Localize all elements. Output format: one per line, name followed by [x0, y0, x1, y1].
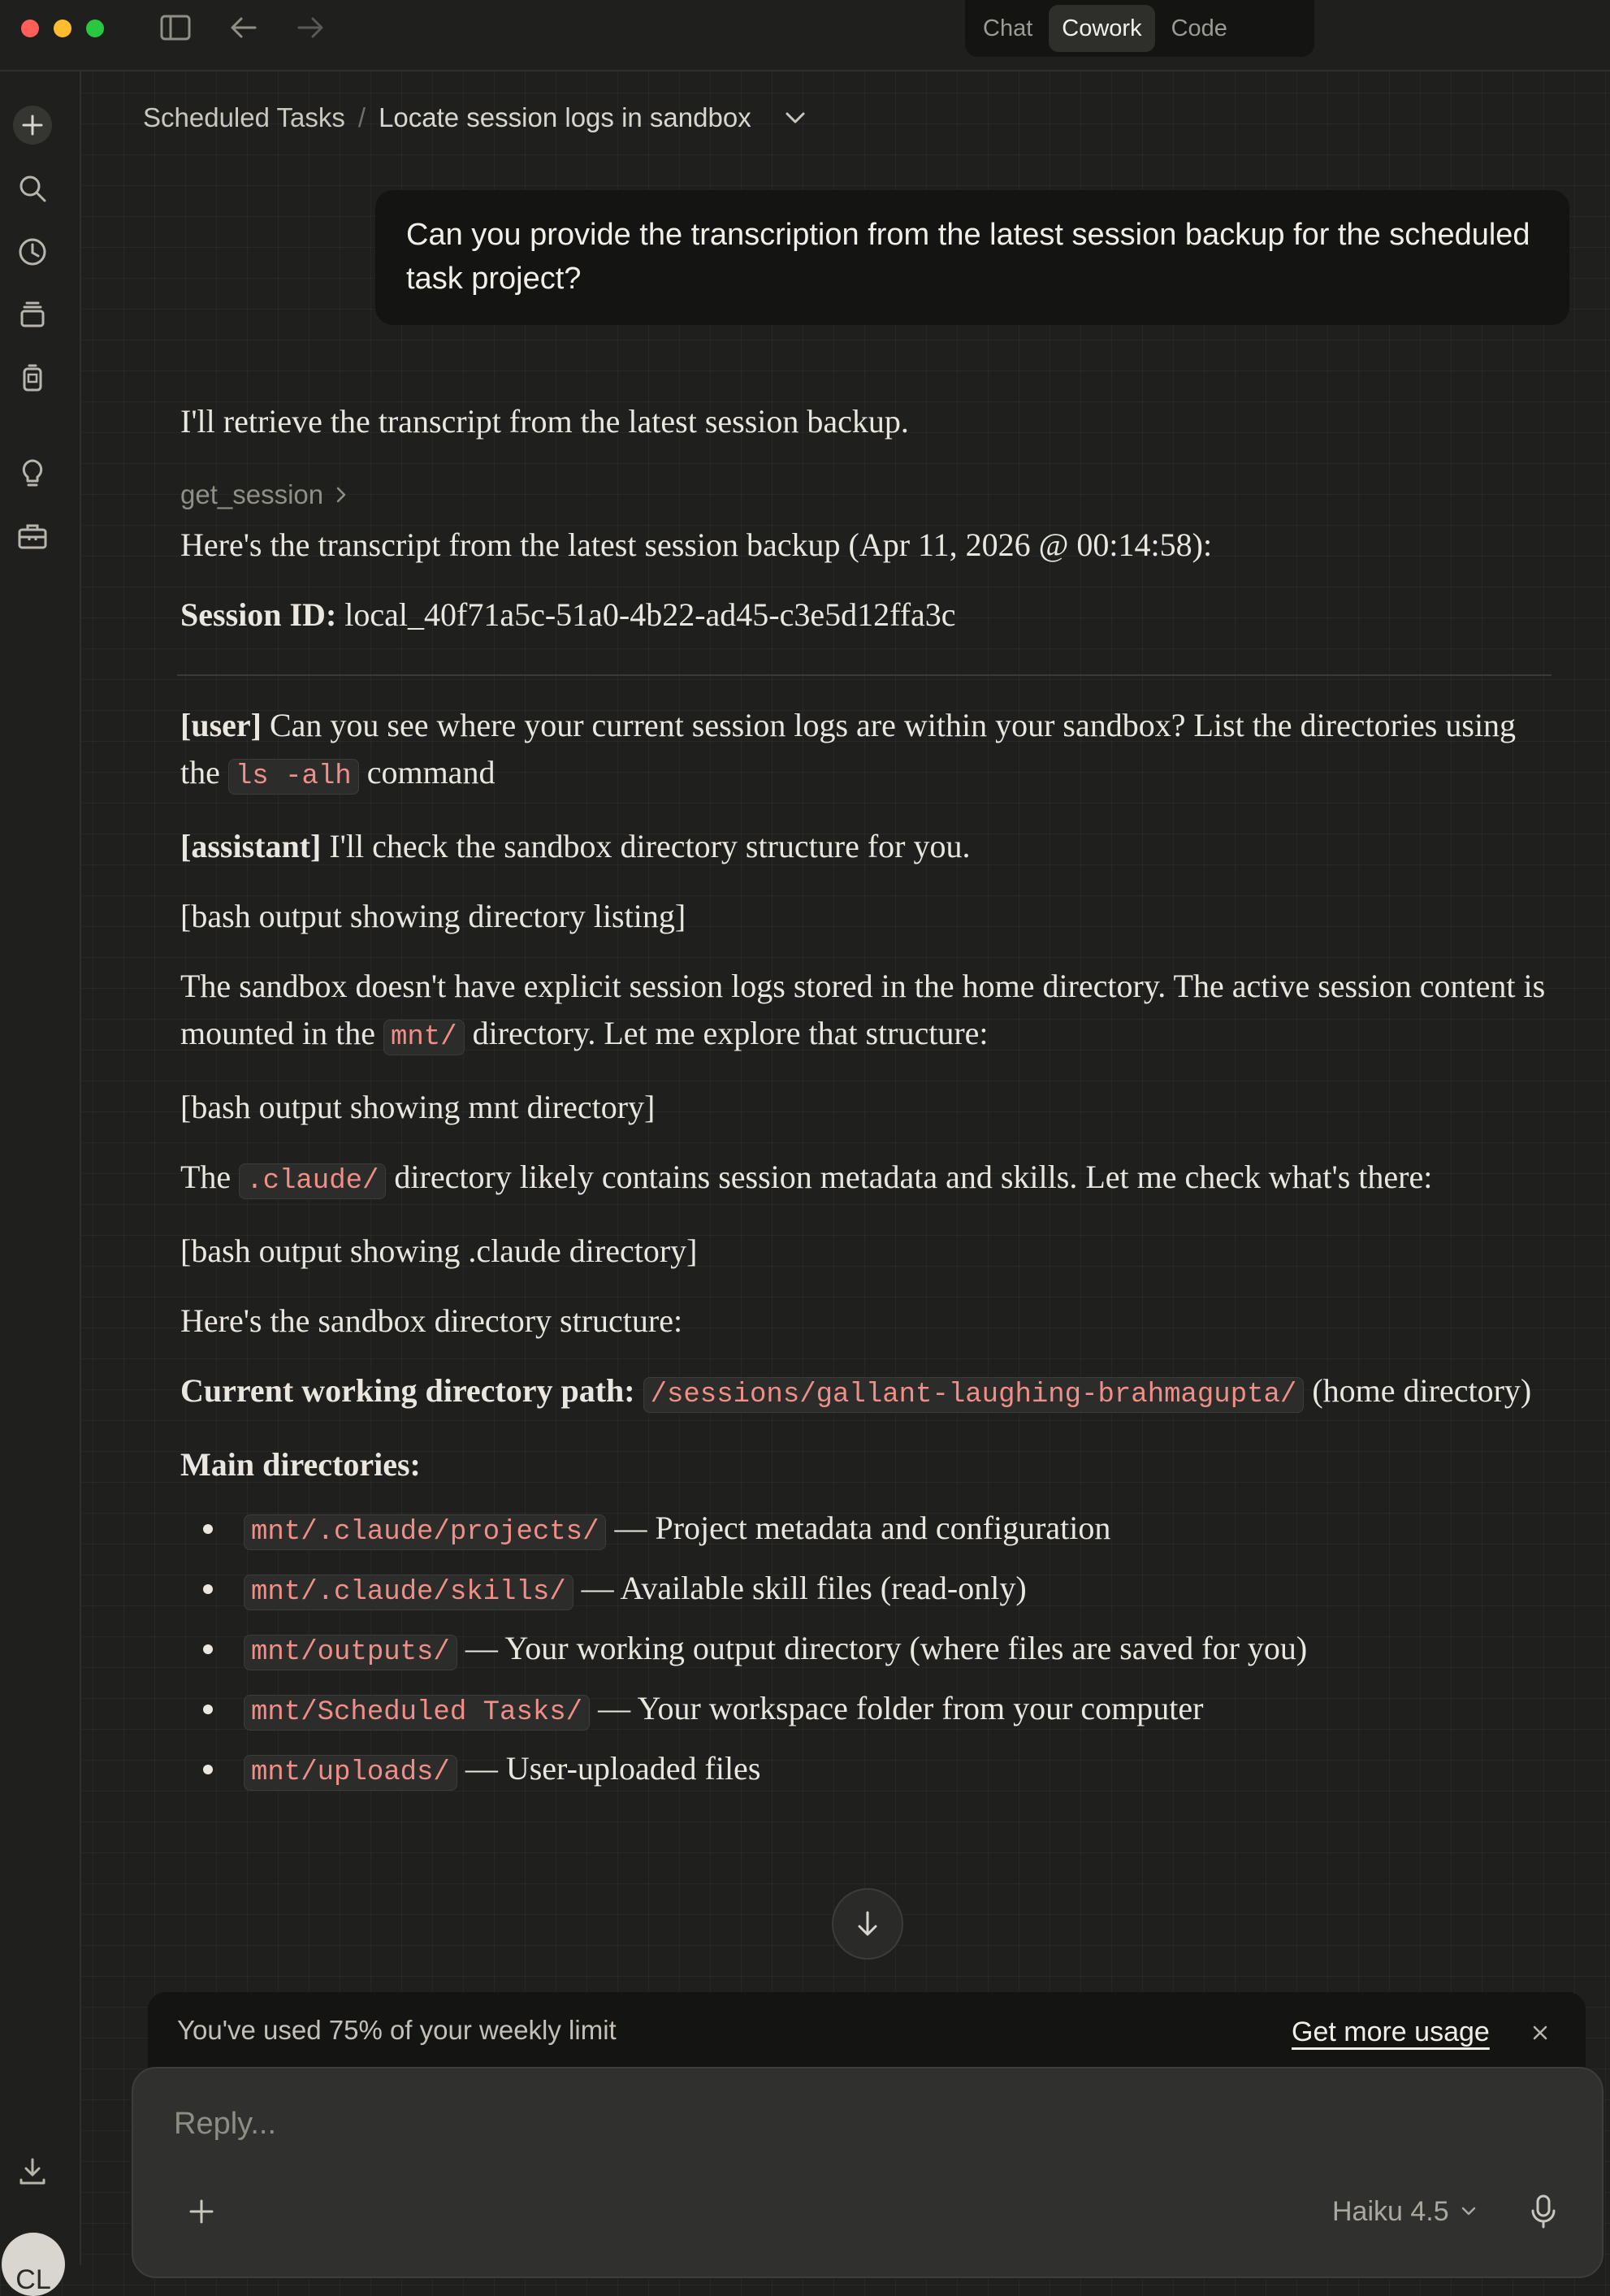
cwd-suffix: (home directory)	[1312, 1372, 1532, 1409]
search-icon[interactable]	[15, 171, 50, 206]
user-turn-label: [user]	[180, 707, 262, 743]
toolbox-icon[interactable]	[15, 518, 50, 554]
device-icon[interactable]	[15, 361, 50, 396]
inline-code: ls -alh	[228, 759, 359, 795]
breadcrumb-current[interactable]: Locate session logs in sandbox	[379, 102, 751, 132]
list-item-desc: — Project metadata and configuration	[614, 1510, 1111, 1546]
inline-code: mnt/outputs/	[244, 1635, 457, 1670]
session-id-line	[180, 591, 1561, 639]
back-arrow-icon[interactable]	[224, 10, 263, 45]
get-more-usage-link[interactable]: Get more usage	[1292, 2017, 1490, 2047]
inline-code: /sessions/gallant-laughing-brahmagupta/	[643, 1377, 1305, 1413]
main-dirs-label: Main directories:	[180, 1446, 421, 1483]
microphone-icon[interactable]	[1519, 2187, 1568, 2236]
list-item	[180, 1745, 1561, 1805]
breadcrumb-separator: /	[357, 102, 366, 132]
user-turn-text-end: command	[366, 754, 496, 791]
inline-code: mnt/Scheduled Tasks/	[244, 1695, 590, 1731]
assistant-turn-label: [assistant]	[180, 828, 322, 864]
chevron-down-icon[interactable]	[784, 110, 807, 125]
list-item-desc: — Available skill files (read-only)	[581, 1570, 1027, 1606]
transcript-assistant-turn	[180, 823, 1561, 870]
paragraph-text-end: directory. Let me explore that structure:	[472, 1015, 989, 1051]
inline-code: mnt/.claude/skills/	[244, 1575, 573, 1610]
assistant-message	[180, 398, 1561, 1805]
usage-text: You've used 75% of your weekly limit	[177, 2015, 617, 2045]
add-attachment-icon[interactable]	[177, 2187, 226, 2236]
assistant-turn-text: I'll check the sandbox directory structure for you.	[329, 828, 971, 864]
paragraph-text-end: directory likely contains session metadata and skills. Let me check what's there:	[394, 1159, 1433, 1195]
transcript-heading: Here's the transcript from the latest session backup (Apr 11, 2026 @ 00:14:58):	[180, 526, 1213, 563]
chevron-down-icon	[1461, 2206, 1477, 2217]
tab-chat[interactable]: Chat	[983, 15, 1033, 41]
download-icon[interactable]	[15, 2153, 50, 2189]
inline-code: .claude/	[239, 1163, 386, 1199]
breadcrumb	[143, 97, 807, 138]
cwd-label: Current working directory path:	[180, 1372, 635, 1409]
new-task-icon[interactable]	[13, 106, 52, 145]
inline-code: mnt/	[383, 1020, 465, 1055]
assistant-intro: I'll retrieve the transcript from the latest session backup.	[180, 403, 909, 440]
list-item-desc: — Your working output directory (where files are saved for you)	[465, 1630, 1308, 1666]
list-item	[180, 1565, 1561, 1625]
avatar[interactable]: CL	[2, 2233, 65, 2296]
list-item-desc: — Your workspace folder from your computer	[598, 1690, 1204, 1726]
list-item	[180, 1625, 1561, 1685]
tool-call[interactable]	[180, 479, 1561, 510]
directory-list	[180, 1505, 1561, 1805]
transcript-user-turn	[180, 702, 1561, 800]
user-turn-text: Can you see where your current session logs are within your sandbox? List the directories using the	[180, 707, 1517, 791]
stack-icon[interactable]	[15, 297, 50, 333]
sidebar	[0, 71, 81, 2295]
scroll-to-bottom-button[interactable]	[832, 1888, 903, 1960]
breadcrumb-parent[interactable]: Scheduled Tasks	[143, 102, 345, 132]
title-bar	[0, 0, 1610, 71]
session-id-value: local_40f71a5c-51a0-4b22-ad45-c3e5d12ffa3c	[344, 596, 956, 633]
list-item-desc: — User-uploaded files	[465, 1750, 761, 1787]
mode-switcher	[965, 0, 1314, 57]
arrow-down-icon	[855, 1909, 880, 1939]
structure-intro: Here's the sandbox directory structure:	[180, 1302, 683, 1339]
tool-call-label: get_session	[180, 479, 324, 509]
list-item	[180, 1505, 1561, 1565]
paragraph-text: The sandbox doesn't have explicit session logs stored in the home directory. The active session content is mounted in the	[180, 968, 1546, 1051]
composer	[132, 2067, 1604, 2278]
chevron-right-icon	[335, 485, 348, 505]
inline-code: mnt/uploads/	[244, 1755, 457, 1791]
bash-output-note: [bash output showing mnt directory]	[180, 1089, 656, 1125]
sidebar-toggle-icon[interactable]	[156, 10, 195, 45]
main-dirs-heading	[180, 1441, 1561, 1488]
clock-icon[interactable]	[15, 234, 50, 270]
reply-input[interactable]	[174, 2099, 1392, 2148]
session-id-label: Session ID:	[180, 596, 337, 633]
bash-output-note: [bash output showing .claude directory]	[180, 1232, 698, 1269]
close-window-button[interactable]	[21, 19, 39, 37]
maximize-window-button[interactable]	[86, 19, 104, 37]
lightbulb-icon[interactable]	[15, 455, 50, 491]
paragraph-text: The	[180, 1159, 232, 1195]
minimize-window-button[interactable]	[54, 19, 71, 37]
user-message: Can you provide the transcription from the latest session backup for the scheduled task project?	[375, 190, 1569, 325]
close-icon[interactable]	[1521, 2013, 1560, 2052]
tab-cowork[interactable]: Cowork	[1049, 5, 1154, 52]
transcript-paragraph	[180, 1154, 1561, 1205]
model-name: Haiku 4.5	[1332, 2195, 1449, 2227]
tab-code[interactable]: Code	[1171, 15, 1227, 41]
inline-code: mnt/.claude/projects/	[244, 1514, 606, 1550]
list-item	[180, 1685, 1561, 1745]
bash-output-note: [bash output showing directory listing]	[180, 898, 686, 934]
forward-arrow-icon[interactable]	[291, 10, 330, 45]
divider	[177, 674, 1552, 676]
model-selector[interactable]	[1332, 2190, 1477, 2233]
transcript-paragraph	[180, 963, 1561, 1061]
cwd-line	[180, 1367, 1561, 1419]
